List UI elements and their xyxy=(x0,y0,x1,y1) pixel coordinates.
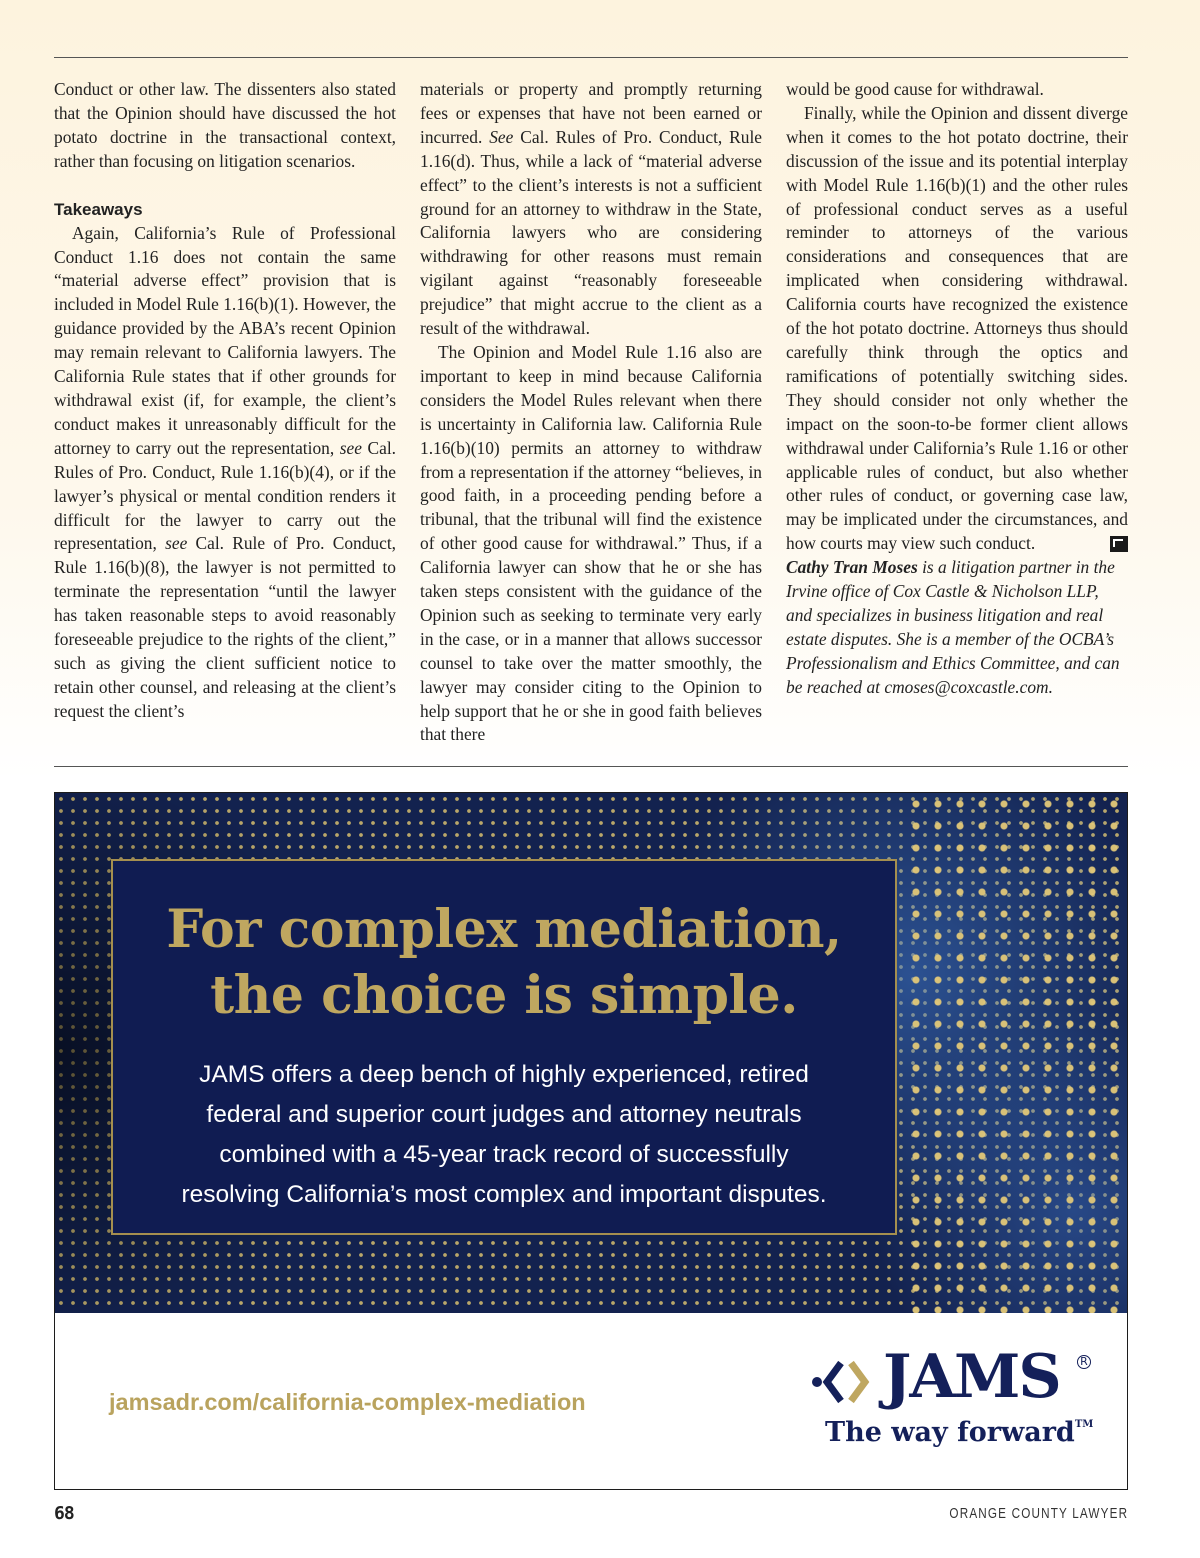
author-name: Cathy Tran Moses xyxy=(786,557,918,578)
ad-top-rule xyxy=(54,766,1128,767)
jams-logo-text: JAMS xyxy=(883,1342,1060,1412)
ad-dot-pattern xyxy=(905,793,1127,1313)
article-paragraph: Conduct or other law. The dissenters also stated that the Opinion should have discussed the hot potato doctrine in the transactional context, rather than focusing on litigation scenarios. xyxy=(54,79,396,171)
ad-body-text: JAMS offers a deep bench of highly experienced, retired federal and superior court judges and attorney neutrals combined with a 45-year track record of successfully resolving California’s most complex and important disputes. xyxy=(181,1061,827,1208)
ad-message-box xyxy=(111,859,897,1235)
ad-headline: For complex mediation, the choice is simple. xyxy=(166,899,842,1026)
section-heading-takeaways: Takeaways xyxy=(54,199,143,219)
article-paragraph: would be good cause for withdrawal. xyxy=(786,79,1044,99)
jams-logo-mark-icon xyxy=(811,1357,881,1407)
ocba-end-mark-icon xyxy=(1110,536,1128,552)
article-column-1 xyxy=(54,78,396,724)
jams-logo xyxy=(811,1342,1101,1465)
registered-mark: R xyxy=(1077,1355,1091,1369)
article-column-2 xyxy=(420,78,762,747)
page-number: 68 xyxy=(54,1503,74,1524)
article-paragraph: materials or property and promptly returning fees or expenses that have not been earned or incurred. See Cal. Rules of Pro. Conduct, Rule 1.16(d). Thus, while a lack of “material adverse effect” to the client’s interests is not a sufficient ground for an attorney to withdraw in the State, California lawyers who are considering withdrawing for other reasons must remain vigilant against “reasonably foreseeable prejudice” that might accrue to the client as a result of the withdrawal. xyxy=(420,79,762,339)
article-column-3 xyxy=(786,78,1128,700)
article-paragraph: Finally, while the Opinion and dissent diverge when it comes to the hot potato doctrine, their discussion of the issue and its potential interplay with Model Rule 1.16(b)(1) and the other rules of professional conduct serves as a useful reminder to attorneys of the various considerations and consequences that are implicated when considering withdrawal. California courts have recognized the existence of the hot potato doctrine. Attorneys thus should carefully think through the optics and ramifications of potentially switching sides. They should consider not only whether the impact on the soon-to-be former client allows withdrawal under California’s Rule 1.16 or other applicable rules of conduct, but also whether other rules of conduct, or governing case law, may be implicated under the circumstances, and how courts may view such conduct. xyxy=(786,102,1128,554)
top-rule xyxy=(54,57,1128,58)
jams-advertisement xyxy=(54,792,1128,1490)
author-bio: Cathy Tran Moses is a litigation partner in the Irvine office of Cox Castle & Nicholson LLP, and specializes in business litigation and real estate disputes. She is a member of the OCBA’s Professionalism and Ethics Committee, and can be reached at cmoses@coxcastle.com. xyxy=(786,557,1120,697)
publication-name: ORANGE COUNTY LAWYER xyxy=(949,1505,1128,1522)
ad-url-link[interactable]: jamsadr.com/california-complex-mediation xyxy=(109,1389,586,1415)
article-paragraph: Again, California’s Rule of Professional Conduct 1.16 does not contain the same “material adverse effect” provision that is included in Model Rule 1.16(b)(1). However, the guidance provided by the ABA’s recent Opinion may remain relevant to California lawyers. The California Rule states that if other grounds for withdrawal exist (if, for example, the client’s conduct makes it unreasonably difficult for the attorney to carry out the representation, see Cal. Rules of Pro. Conduct, Rule 1.16(b)(4), or if the lawyer’s physical or mental condition renders it difficult for the lawyer to carry out the representation, see Cal. Rule of Pro. Conduct, Rule 1.16(b)(8), the lawyer is not permitted to terminate the representation “until the lawyer has taken reasonable steps to avoid reasonably foreseeable prejudice to the rights of the client,” such as giving the client sufficient notice to retain other counsel, and releasing at the client’s request the client’s xyxy=(54,222,396,721)
jams-tagline: The way forward™ xyxy=(825,1417,1094,1448)
article-paragraph: The Opinion and Model Rule 1.16 also are important to keep in mind because California considers the Model Rules relevant when there is uncertainty in California law. California Rule 1.16(b)(10) permits an attorney to withdraw from a representation if the attorney “believes, in good faith, in a proceeding pending before a tribunal, that the tribunal will find the existence of other good cause for withdrawal.” Thus, if a California lawyer can show that he or she has taken steps consistent with the guidance of the Opinion such as seeking to terminate very early in the case, or in a manner that allows successor counsel to take over the matter smoothly, the lawyer may consider citing to the Opinion to help support that he or she in good faith believes that there xyxy=(420,341,762,745)
